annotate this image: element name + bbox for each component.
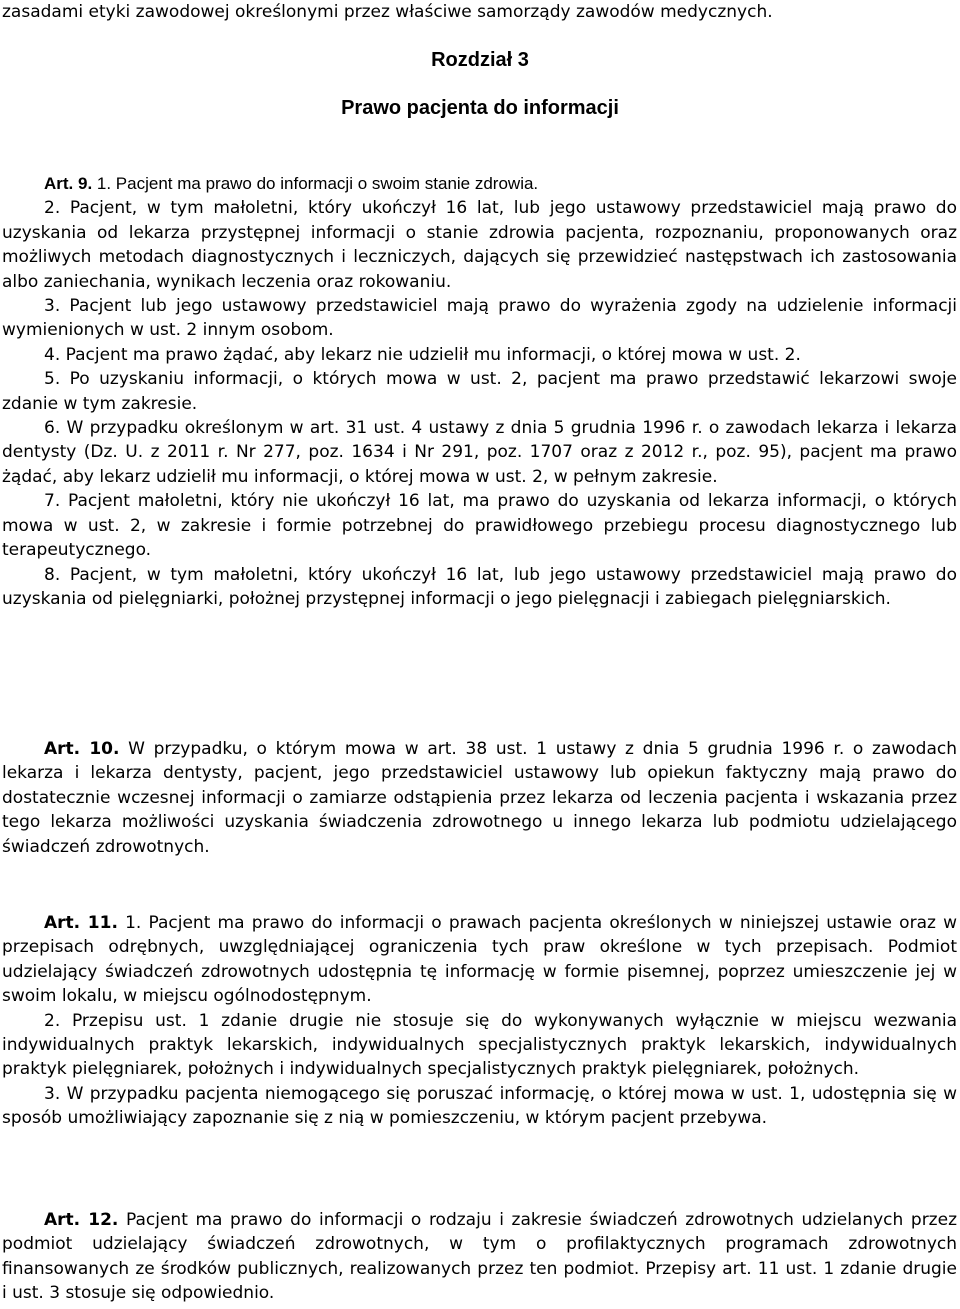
art11-label: Art. 11. [44, 913, 118, 933]
article-10 [2, 737, 957, 859]
article-11 [2, 911, 957, 1131]
art11-p1-text: 1. Pacjent ma prawo do informacji o prawach pacjenta określonych w niniejszej ustawie oraz w przepisach odrębnych, uwzględniającej ograniczenia tych praw określone w tych przepisach. Podmiot udzielający świadczeń zdrowotnych udostępnia tę informację w formie pisemnej, poprzez umieszczenie jej w swoim lokalu, w miejscu ogólnodostępnym. [2, 913, 957, 1007]
art9-label: Art. 9. [44, 174, 93, 193]
art9-paragraph-2: 2. Pacjent, w tym małoletni, który ukończył 16 lat, lub jego ustawowy przedstawiciel mają prawo do uzyskania od lekarza przystępnej informacji o stanie zdrowia pacjenta, rozpoznaniu, proponowanych oraz możliwych metodach diagnostycznych i leczniczych, dających się przewidzieć następstwach ich zastosowania albo zaniechania, wynikach leczenia oraz rokowaniu. [2, 198, 957, 292]
art9-paragraph-7: 7. Pacjent małoletni, który nie ukończył 16 lat, ma prawo do uzyskania od lekarza informacji, o których mowa w ust. 2, w zakresie i formie potrzebnej do prawidłowego przebiegu procesu diagnostycznego lub terapeutycznego. [2, 491, 957, 561]
art9-paragraph-5: 5. Po uzyskaniu informacji, o których mowa w ust. 2, pacjent ma prawo przedstawić lekarzowi swoje zdanie w tym zakresie. [2, 369, 957, 414]
art12-label: Art. 12. [44, 1210, 119, 1230]
art9-p1-text: 1. Pacjent ma prawo do informacji o swoim stanie zdrowia. [92, 174, 539, 193]
intro-line: zasadami etyki zawodowej określonymi przez właściwe samorządy zawodów medycznych. [2, 2, 773, 22]
article-9 [2, 172, 957, 611]
art10-label: Art. 10. [44, 739, 120, 759]
chapter-title: Prawo pacjenta do informacji [341, 97, 619, 119]
art11-paragraph-1 [2, 911, 957, 1009]
art10-text: W przypadku, o którym mowa w art. 38 ust. 1 ustawy z dnia 5 grudnia 1996 r. o zawodach lekarza i lekarza dentysty, pacjent, jego przedstawiciel ustawowy lub opiekun faktyczny mają prawo do dostatecznie wczesnej informacji o zamiarze odstąpienia przez lekarza od leczenia pacjenta i wskazania przez tego lekarza możliwości uzyskania świadczenia zdrowotnego u innego lekarza lub podmiotu udzielającego świadczeń zdrowotnych. [2, 739, 957, 857]
art9-paragraph-4: 4. Pacjent ma prawo żądać, aby lekarz nie udzielił mu informacji, o której mowa w ust. 2. [44, 344, 801, 365]
article-12 [2, 1208, 957, 1306]
art9-paragraph-3: 3. Pacjent lub jego ustawowy przedstawiciel mają prawo do wyrażenia zgody na udzielenie informacji wymienionych w ust. 2 innym osobom. [2, 296, 957, 341]
art12-paragraph [2, 1208, 957, 1306]
art9-paragraph-1 [2, 172, 957, 196]
art12-text: Pacjent ma prawo do informacji o rodzaju i zakresie świadczeń zdrowotnych udzielanych przez podmiot udzielający świadczeń zdrowotnych, w tym o profilaktycznych programach zdrowotnych finansowanych ze środków publicznych, realizowanych przez ten podmiot. Przepisy art. 11 ust. 1 zdanie drugie i ust. 3 stosuje się odpowiednio. [2, 1210, 957, 1304]
art11-paragraph-3: 3. W przypadku pacjenta niemogącego się poruszać informację, o której mowa w ust. 1, udostępnia się w sposób umożliwiający zapoznanie się z nią w pomieszczeniu, w którym pacjent przebywa. [2, 1083, 957, 1129]
art10-paragraph [2, 737, 957, 859]
art9-paragraph-8: 8. Pacjent, w tym małoletni, który ukończył 16 lat, lub jego ustawowy przedstawiciel mają prawo do uzyskania od pielęgniarki, położnej przystępnej informacji o jego pielęgnacji i zabiegach pielęgniarskich. [2, 564, 957, 609]
art9-paragraph-6: 6. W przypadku określonym w art. 31 ust. 4 ustawy z dnia 5 grudnia 1996 r. o zawodach lekarza i lekarza dentysty (Dz. U. z 2011 r. Nr 277, poz. 1634 i Nr 291, poz. 1707 oraz z 2012 r., poz. 95), pacjent ma prawo żądać, aby lekarz udzielił mu informacji, o której mowa w ust. 2, w pełnym zakresie. [2, 418, 957, 487]
chapter-number: Rozdział 3 [431, 49, 529, 71]
art11-paragraph-2: 2. Przepisu ust. 1 zdanie drugie nie stosuje się do wykonywanych wyłącznie w miejscu wezwania indywidualnych praktyk lekarskich, indywidualnych specjalistycznych praktyk lekarskich, indywidualnych praktyk pielęgniarek, położnych i indywidualnych specjalistycznych praktyk pielęgniarek, położnych. [2, 1010, 957, 1080]
